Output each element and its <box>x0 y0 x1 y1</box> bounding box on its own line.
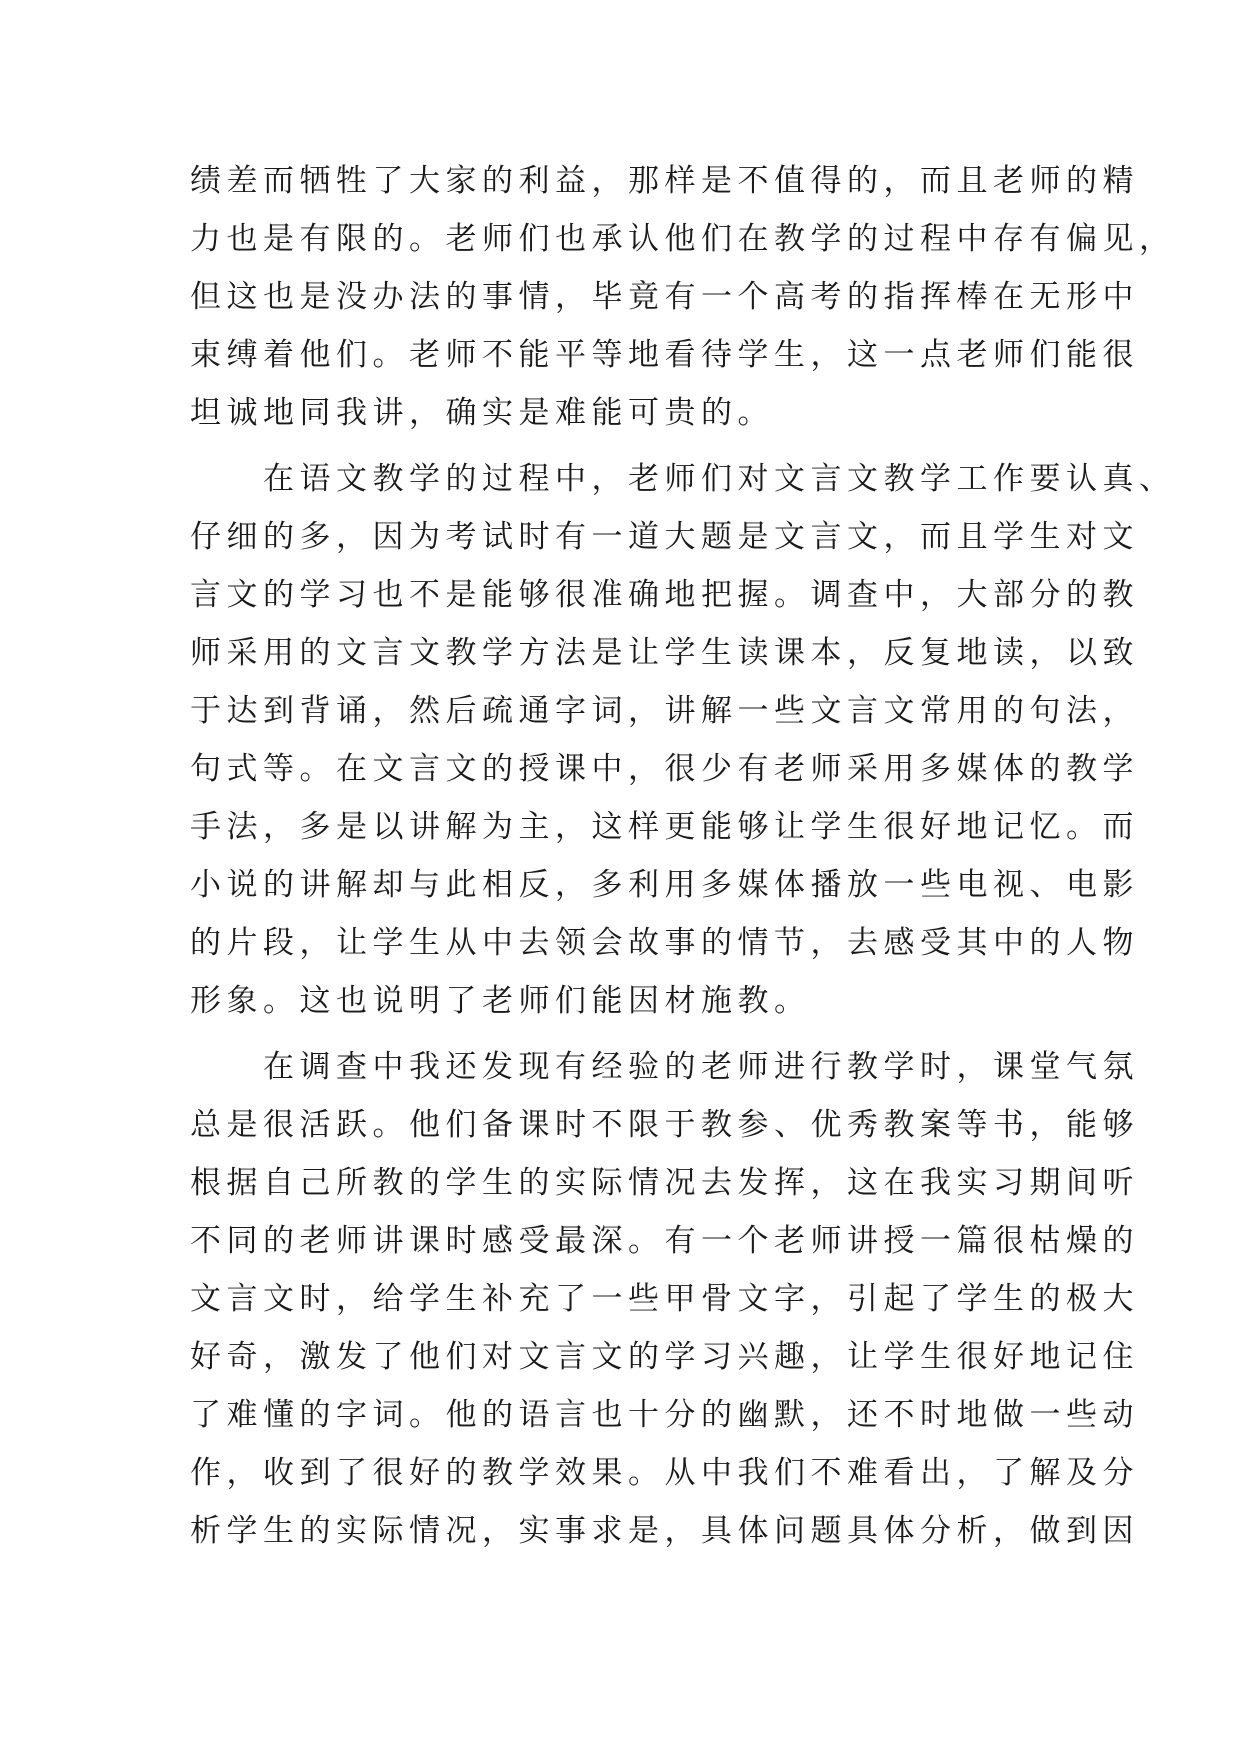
text-line: 坦诚地同我讲，确实是难能可贵的。 <box>190 395 774 431</box>
paragraph-gap <box>190 1030 1090 1038</box>
text-line: 文言文时，给学生补充了一些甲骨文字，引起了学生的极大 <box>190 1281 1139 1317</box>
text-line: 师采用的文言文教学方法是让学生读课本，反复地读，以致 <box>190 635 1139 671</box>
text-line: 了难懂的字词。他的语言也十分的幽默，还不时地做一些动 <box>190 1397 1139 1433</box>
paragraph-1 <box>190 152 1176 442</box>
text-line: 力也是有限的。老师们也承认他们在教学的过程中存有偏见， <box>190 221 1176 257</box>
text-line: 束缚着他们。老师不能平等地看待学生，这一点老师们能很 <box>190 337 1139 373</box>
text-line: 小说的讲解却与此相反，多利用多媒体播放一些电视、电影 <box>190 867 1139 903</box>
text-line: 形象。这也说明了老师们能因材施教。 <box>190 983 811 1019</box>
paragraph-2 <box>190 450 1176 1030</box>
text-line: 析学生的实际情况，实事求是，具体问题具体分析，做到因 <box>190 1513 1139 1549</box>
text-line: 句式等。在文言文的授课中，很少有老师采用多媒体的教学 <box>190 751 1139 787</box>
text-line: 总是很活跃。他们备课时不限于教参、优秀教案等书，能够 <box>190 1107 1139 1143</box>
text-line: 作，收到了很好的教学效果。从中我们不难看出，了解及分 <box>190 1455 1139 1491</box>
text-line: 言文的学习也不是能够很准确地把握。调查中，大部分的教 <box>190 577 1139 613</box>
text-line: 在语文教学的过程中，老师们对文言文教学工作要认真、 <box>190 461 1176 497</box>
text-line: 手法，多是以讲解为主，这样更能够让学生很好地记忆。而 <box>190 809 1139 845</box>
paragraph-3 <box>190 1038 1139 1560</box>
text-line: 但这也是没办法的事情，毕竟有一个高考的指挥棒在无形中 <box>190 279 1139 315</box>
text-line: 绩差而牺牲了大家的利益，那样是不值得的，而且老师的精 <box>190 163 1139 199</box>
text-line: 于达到背诵，然后疏通字词，讲解一些文言文常用的句法， <box>190 693 1139 729</box>
document-body <box>190 152 1176 1560</box>
paragraph-gap <box>190 442 1090 450</box>
text-line: 不同的老师讲课时感受最深。有一个老师讲授一篇很枯燥的 <box>190 1223 1139 1259</box>
text-line: 好奇，激发了他们对文言文的学习兴趣，让学生很好地记住 <box>190 1339 1139 1375</box>
text-line: 仔细的多，因为考试时有一道大题是文言文，而且学生对文 <box>190 519 1139 555</box>
text-line: 在调查中我还发现有经验的老师进行教学时，课堂气氛 <box>190 1049 1139 1085</box>
text-line: 的片段，让学生从中去领会故事的情节，去感受其中的人物 <box>190 925 1139 961</box>
text-line: 根据自己所教的学生的实际情况去发挥，这在我实习期间听 <box>190 1165 1139 1201</box>
